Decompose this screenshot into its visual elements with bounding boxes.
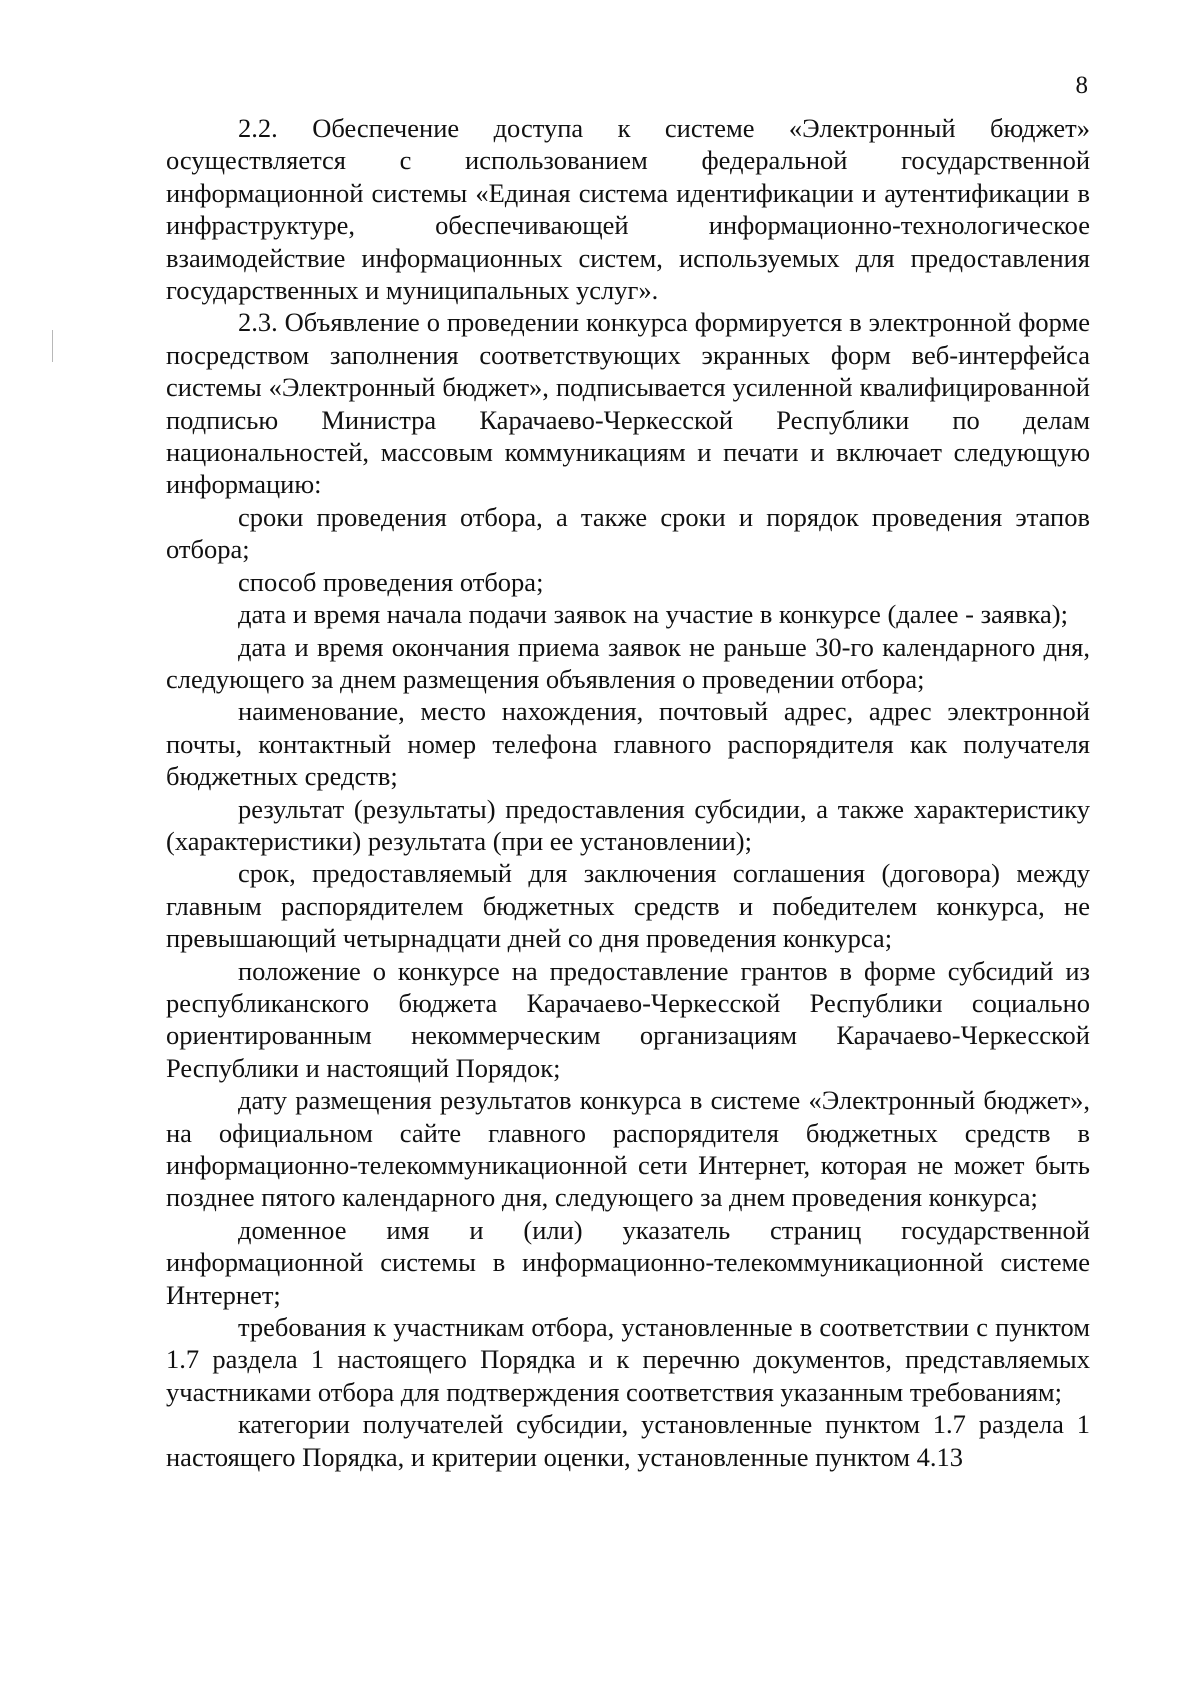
list-item-start-date: дата и время начала подачи заявок на участие в конкурсе (далее - заявка); bbox=[238, 599, 1068, 630]
list-item-requirements: требования к участникам отбора, установленные в соответствии с пунктом 1.7 раздела 1 настоящего Порядка и к перечню документов, представляемых участниками отбора для подтверждения соответствия указанным требованиям; bbox=[166, 1312, 1090, 1407]
document-body bbox=[166, 112, 1090, 1473]
list-item-end-date: дата и время окончания приема заявок не раньше 30-го календарного дня, следующего за днем размещения объявления о проведении отбора; bbox=[166, 631, 1090, 694]
paragraph-2-2: 2.2. Обеспечение доступа к системе «Электронный бюджет» осуществляется с использованием федеральной государственной информационной системы «Единая система идентификации и аутентификации в инфраструктуре, обеспечивающей информационно-технологическое взаимодействие информационных систем, используемых для предоставления государственных и муниципальных услуг». bbox=[166, 113, 1090, 306]
list-item-method: способ проведения отбора; bbox=[238, 566, 544, 597]
list-item-agreement-term: срок, предоставляемый для заключения соглашения (договора) между главным распорядителем бюджетных средств и победителем конкурса, не превышающий четырнадцати дней со дня проведения конкурса; bbox=[166, 858, 1090, 954]
page-number: 8 bbox=[1075, 72, 1088, 99]
paragraph-2-3: 2.3. Объявление о проведении конкурса формируется в электронной форме посредством заполнения соответствующих экранных форм веб-интерфейса системы «Электронный бюджет», подписывается усиленной квалифицированной подписью Министра Карачаево-Черкесской Республики по делам национальностей, массовым коммуникациям и печати и включает следующую информацию: bbox=[166, 307, 1090, 500]
list-item-contacts: наименование, место нахождения, почтовый адрес, адрес электронной почты, контактный номер телефона главного распорядителя как получателя бюджетных средств; bbox=[166, 696, 1090, 792]
list-item-publication-date: дату размещения результатов конкурса в системе «Электронный бюджет», на официальном сайте главного распорядителя бюджетных средств в информационно-телекоммуникационной сети Интернет, которая не может быть позднее пятого календарного дня, следующего за днем проведения конкурса; bbox=[166, 1085, 1090, 1213]
list-item-domain-name: доменное имя и (или) указатель страниц государственной информационной системы в информационно-телекоммуникационной системе Интернет; bbox=[166, 1214, 1090, 1310]
margin-mark bbox=[52, 330, 53, 362]
list-item-categories: категории получателей субсидии, установленные пунктом 1.7 раздела 1 настоящего Порядка, и критерии оценки, установленные пунктом 4.13 bbox=[166, 1409, 1090, 1472]
list-item-regulation: положение о конкурсе на предоставление грантов в форме субсидий из республиканского бюджета Карачаево-Черкесской Республики социально ориентированным некоммерческим организациям Карачаево-Черкесской Республики и настоящий Порядок; bbox=[166, 955, 1090, 1083]
list-item-deadlines: сроки проведения отбора, а также сроки и порядок проведения этапов отбора; bbox=[166, 501, 1090, 565]
list-item-results: результат (результаты) предоставления субсидии, а также характеристику (характеристики) результата (при ее установлении); bbox=[166, 793, 1090, 856]
